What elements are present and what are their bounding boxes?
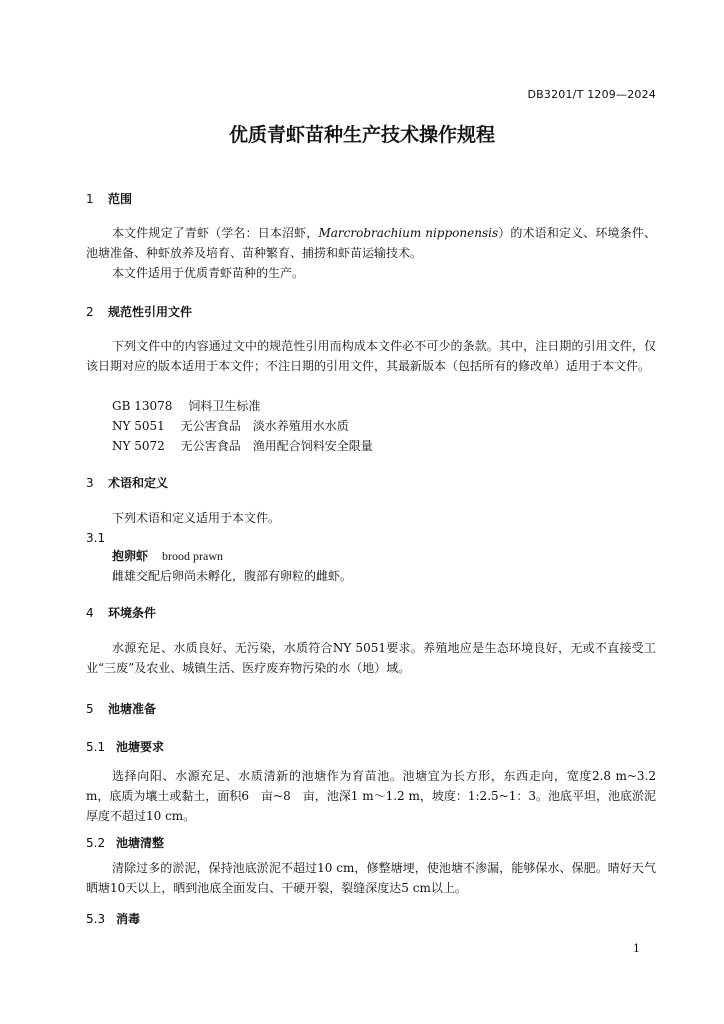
section-title: 池塘清整 — [116, 836, 165, 850]
section-number: 2 — [86, 305, 94, 319]
section-number: 5.3 — [86, 912, 106, 926]
section-4-paragraph-1: 水源充足、水质良好、无污染，水质符合NY 5051要求。养殖地应是生态环境良好，无或不直接受工业“三废”及农业、城镇生活、医疗废弃物污染的水（地）域。 — [86, 641, 656, 675]
section-5-2-heading — [86, 834, 164, 851]
section-number: 4 — [86, 606, 94, 620]
term-english: brood prawn — [162, 549, 223, 563]
section-title: 池塘准备 — [108, 702, 157, 716]
reference-code: NY 5051 — [112, 419, 165, 433]
section-2-heading — [86, 303, 192, 320]
section-number: 5 — [86, 702, 94, 716]
section-2-paragraph-1: 下列文件中的内容通过文中的规范性引用而构成本文件必不可少的条款。其中，注日期的引用文件，仅该日期对应的版本适用于本文件；不注日期的引用文件，其最新版本（包括所有的修改单）适用于本文件。 — [86, 339, 656, 373]
section-3-paragraph-1: 下列术语和定义适用于本文件。 — [112, 511, 281, 525]
reference-item — [112, 416, 349, 436]
section-title: 环境条件 — [108, 606, 157, 620]
reference-code: GB 13078 — [112, 399, 173, 413]
document-title: 优质青虾苗种生产技术操作规程 — [228, 124, 495, 146]
section-number: 5.2 — [86, 836, 106, 850]
term-heading — [112, 546, 223, 566]
section-number: 5.1 — [86, 740, 106, 754]
section-5-2-paragraph: 清除过多的淤泥，保持池底淤泥不超过10 cm，修整塘埂，使池塘不渗漏，能够保水、保肥。晴好天气晒塘10天以上，晒到池底全面发白、干硬开裂，裂缝深度达5 cm以上。 — [86, 861, 656, 895]
page-number: 1 — [633, 942, 640, 955]
text-run: 本文件规定了青虾（学名：日本沼虾， — [112, 226, 319, 240]
reference-name: 无公害食品 淡水养殖用水水质 — [180, 419, 349, 433]
reference-code: NY 5072 — [112, 439, 165, 453]
latin-name: Marcrobrachium nipponensis — [318, 226, 499, 240]
section-1-paragraph-1 — [86, 223, 656, 263]
section-1-paragraph-2: 本文件适用于优质青虾苗种的生产。 — [112, 266, 305, 280]
section-3-heading — [86, 474, 168, 491]
section-title: 规范性引用文件 — [108, 305, 193, 319]
section-title: 术语和定义 — [108, 476, 169, 490]
reference-item — [112, 396, 260, 416]
reference-name: 无公害食品 渔用配合饲料安全限量 — [180, 439, 373, 453]
section-4-heading — [86, 604, 156, 621]
section-title: 范围 — [108, 192, 133, 206]
text-run: ）的术语和定义、环境条件、池塘准备、种虾放养及培育、苗种繁育、捕捞和虾苗运输技术。 — [86, 226, 656, 260]
section-number: 1 — [86, 192, 94, 206]
section-title: 池塘要求 — [116, 740, 165, 754]
section-5-1-paragraph: 选择向阳、水源充足、水质清新的池塘作为育苗池。池塘宜为长方形，东西走向，宽度2.8 m~3.2 m，底质为壤土或黏土，面积6 亩~8 亩，池深1 m～1.2 m，坡度：1:2.5~1：3。池底平坦，池底淤泥厚度不超过10 cm。 — [86, 769, 656, 823]
section-5-1-heading — [86, 738, 164, 755]
standard-code: DB3201/T 1209—2024 — [527, 88, 656, 101]
term-number: 3.1 — [86, 531, 106, 545]
section-number: 3 — [86, 476, 94, 490]
section-title: 消毒 — [116, 912, 141, 926]
section-5-heading — [86, 700, 156, 717]
reference-item — [112, 436, 373, 456]
section-5-3-heading — [86, 910, 140, 927]
section-1-heading — [86, 190, 132, 207]
term-definition: 雌雄交配后卵尚未孵化，腹部有卵粒的雌虾。 — [112, 569, 353, 583]
term-name: 抱卵虾 — [112, 549, 149, 563]
reference-name: 饲料卫生标准 — [188, 399, 261, 413]
